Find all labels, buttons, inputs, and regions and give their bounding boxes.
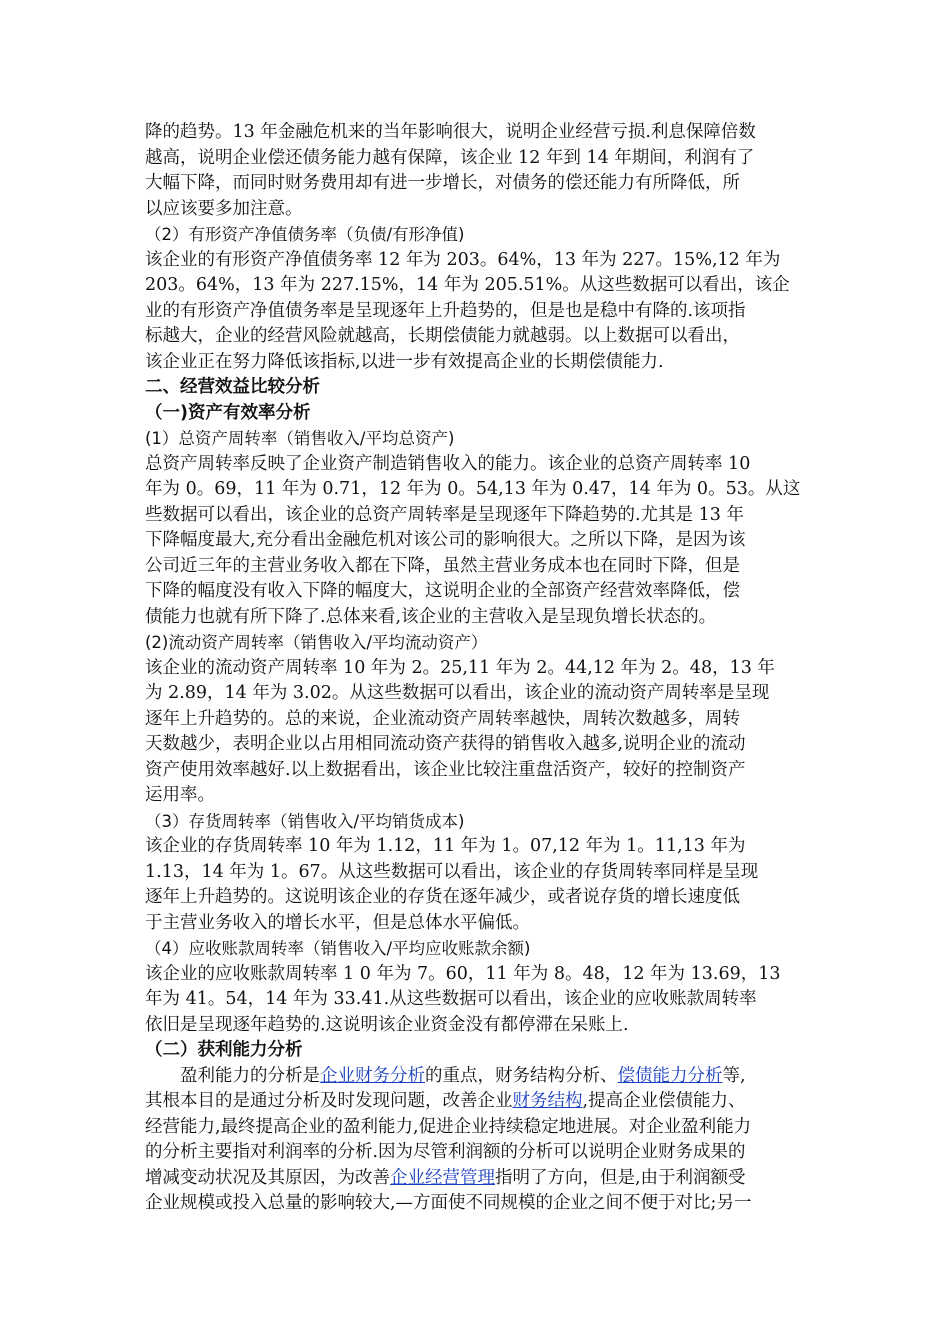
- text-line: 资产使用效率越好.以上数据看出，该企业比较注重盘活资产，较好的控制资产: [145, 759, 746, 780]
- text-line: 逐年上升趋势的。总的来说，企业流动资产周转率越快，周转次数越多，周转: [145, 708, 740, 729]
- text-line: 大幅下降，而同时财务费用却有进一步增长，对债务的偿还能力有所降低，所: [145, 173, 740, 193]
- text-line: 依旧是呈现逐年趋势的.这说明该企业资金没有都停滞在呆账上.: [145, 1014, 629, 1035]
- paragraph-current-asset-turnover: [145, 656, 811, 809]
- text-line: 该企业的流动资产周转率 10 年为 2。25,11 年为 2。44,12 年为 2。48，13 年: [145, 657, 775, 678]
- section-heading-operating-efficiency: 二、经营效益比较分析: [145, 377, 320, 397]
- paragraph-tangible-net-debt-ratio: [145, 248, 811, 376]
- text-line: 些数据可以看出，该企业的总资产周转率是呈现逐年下降趋势的.尤其是 13 年: [145, 504, 744, 525]
- text-line: 债能力也就有所下降了.总体来看,该企业的主营收入是呈现负增长状态的。: [145, 606, 717, 627]
- text-run: 增减变动状况及其原因，为改善: [145, 1167, 390, 1188]
- link-solvency-analysis[interactable]: 偿债能力分析: [617, 1065, 723, 1086]
- text-line: 该企业正在努力降低该指标,以进一步有效提高企业的长期偿债能力.: [145, 351, 664, 372]
- subsection-heading-asset-efficiency: （一)资产有效率分析: [145, 402, 311, 423]
- text-line: 企业规模或投入总量的影响较大,—方面使不同规模的企业之间不便于对比;另一: [145, 1193, 752, 1213]
- text-run: 其根本目的是通过分析及时发现问题，改善企业: [145, 1091, 513, 1111]
- text-line: 年为 41。54，14 年为 33.41.从这些数据可以看出，该企业的应收账款周转率: [145, 989, 757, 1009]
- text-run: 指明了方向，但是,由于利润额受: [495, 1167, 746, 1188]
- text-line: 经营能力,最终提高企业的盈利能力,促进企业持续稳定地进展。对企业盈利能力: [145, 1116, 752, 1137]
- document-page: [145, 120, 811, 1217]
- text-line: 运用率。: [145, 785, 215, 805]
- text-line: 该企业的有形资产净值债务率 12 年为 203。64%，13 年为 227。15%,12 年为: [145, 249, 781, 270]
- text-line: 下降幅度最大,充分看出金融危机对该公司的影响很大。之所以下降，是因为该: [145, 530, 746, 550]
- link-enterprise-management[interactable]: 企业经营管理: [390, 1167, 495, 1188]
- text-line: 1.13，14 年为 1。67。从这些数据可以看出，该企业的存货周转率同样是呈现: [145, 861, 759, 882]
- subheading-receivables-turnover: （4）应收账款周转率（销售收入/平均应收账款余额): [145, 939, 531, 958]
- text-line: 的分析主要指对利润率的分析.因为尽管利润额的分析可以说明企业财务成果的: [145, 1142, 746, 1162]
- subheading-current-asset-turnover: (2)流动资产周转率（销售收入/平均流动资产）: [145, 633, 488, 652]
- subheading-tangible-net-debt-ratio: （2）有形资产净值债务率（负债/有形净值): [145, 225, 465, 244]
- link-enterprise-financial-analysis[interactable]: 企业财务分析: [320, 1065, 425, 1086]
- text-run: ,提高企业偿债能力、: [582, 1091, 746, 1111]
- text-line: 标越大，企业的经营风险就越高，长期偿债能力就越弱。以上数据可以看出，: [145, 326, 740, 346]
- text-run: 等,: [722, 1065, 746, 1086]
- text-line: 业的有形资产净值债务率是呈现逐年上升趋势的，但是也是稳中有降的.该项指: [145, 300, 746, 321]
- paragraph-interest-coverage: [145, 120, 811, 222]
- text-line: 以应该要多加注意。: [145, 198, 303, 219]
- paragraph-receivables-turnover: [145, 962, 811, 1039]
- text-line: 逐年上升趋势的。这说明该企业的存货在逐年减少，或者说存货的增长速度低: [145, 887, 740, 907]
- text-line: 该企业的存货周转率 10 年为 1.12，11 年为 1。07,12 年为 1。11,13 年为: [145, 836, 746, 856]
- paragraph-profitability: [145, 1064, 811, 1217]
- paragraph-total-asset-turnover: [145, 452, 811, 631]
- text-line: 于主营业务收入的增长水平，但是总体水平偏低。: [145, 912, 530, 933]
- link-financial-structure[interactable]: 财务结构: [512, 1091, 583, 1111]
- text-line: 公司近三年的主营业务收入都在下降，虽然主营业务成本也在同时下降，但是: [145, 555, 740, 576]
- text-run: 的重点，财务结构分析、: [425, 1065, 618, 1086]
- subheading-inventory-turnover: （3）存货周转率（销售收入/平均销货成本): [145, 811, 465, 831]
- text-line: 越高，说明企业偿还债务能力越有保障，该企业 12 年到 14 年期间，利润有了: [145, 147, 755, 168]
- text-line: [145, 1089, 811, 1115]
- text-line: 203。64%，13 年为 227.15%，14 年为 205.51%。从这些数据可以看出，该企: [145, 275, 790, 295]
- text-line: [145, 1166, 811, 1192]
- text-line: 为 2.89，14 年为 3.02。从这些数据可以看出，该企业的流动资产周转率是呈现: [145, 683, 770, 703]
- text-line: 总资产周转率反映了企业资产制造销售收入的能力。该企业的总资产周转率 10: [145, 453, 751, 474]
- text-line: [145, 1064, 811, 1090]
- text-line: 年为 0。69，11 年为 0.71，12 年为 0。54,13 年为 0.47，14 年为 0。53。从这: [145, 479, 801, 499]
- text-line: 下降的幅度没有收入下降的幅度大，这说明企业的全部资产经营效率降低，偿: [145, 581, 740, 601]
- text-line: 该企业的应收账款周转率 1 0 年为 7。60，11 年为 8。48，12 年为 13.69，13: [145, 963, 781, 984]
- subheading-total-asset-turnover: (1）总资产周转率（销售收入/平均总资产): [145, 429, 455, 448]
- text-line: 天数越少，表明企业以占用相同流动资产获得的销售收入越多,说明企业的流动: [145, 734, 746, 754]
- paragraph-inventory-turnover: [145, 834, 811, 936]
- subsection-heading-profitability: （二）获利能力分析: [145, 1040, 303, 1060]
- text-line: 降的趋势。13 年金融危机来的当年影响很大，说明企业经营亏损.利息保障倍数: [145, 122, 756, 142]
- text-run: 盈利能力的分析是: [180, 1065, 320, 1086]
